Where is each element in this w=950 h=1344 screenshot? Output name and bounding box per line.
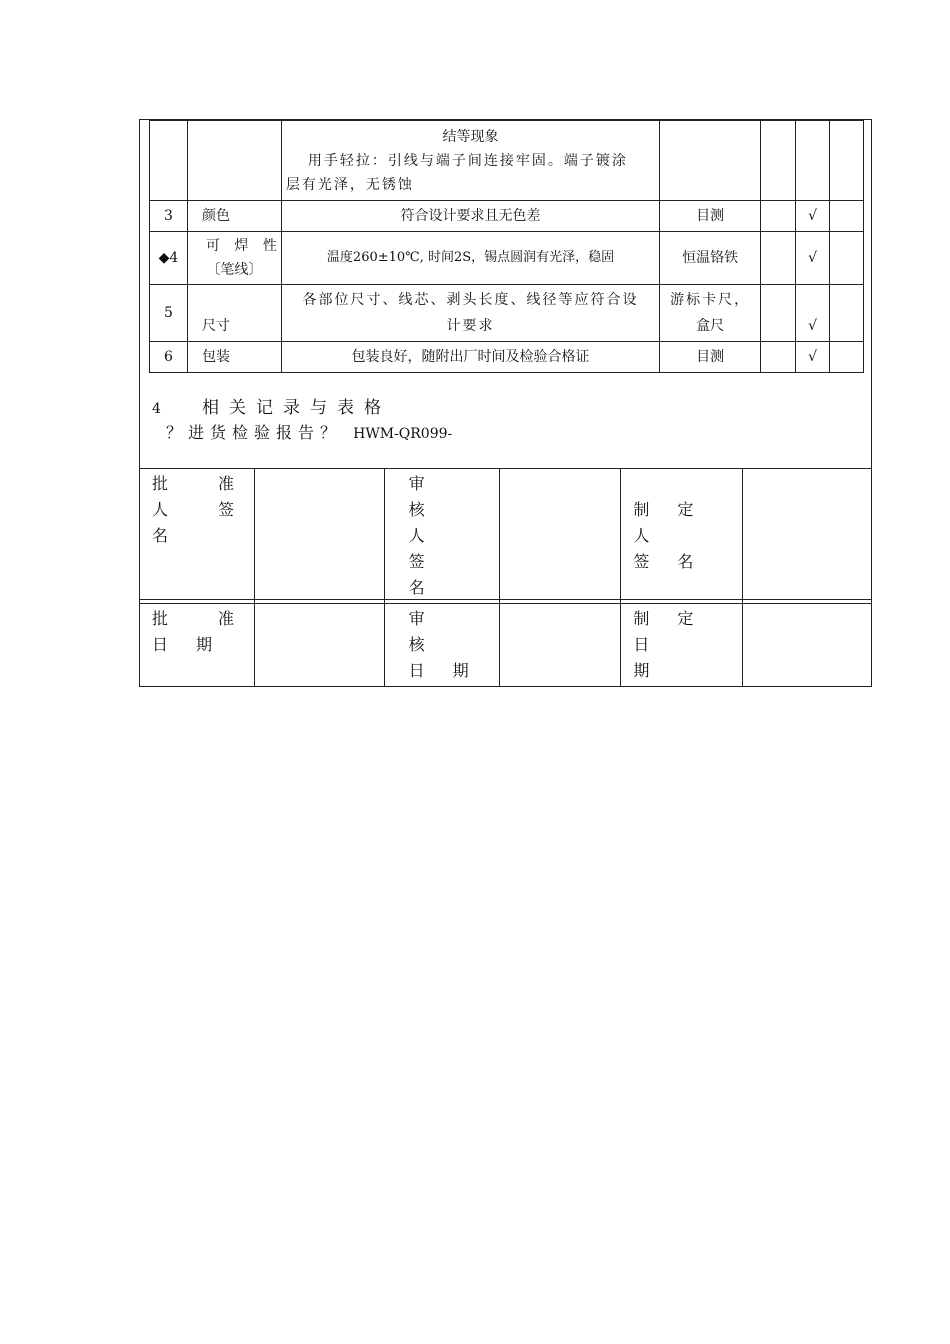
section-title: 相关记录与表格 — [202, 398, 391, 418]
row-number: 6 — [150, 342, 188, 373]
table-row — [140, 604, 872, 687]
section-number: 4 — [152, 401, 161, 417]
row-method: 目测 — [660, 201, 761, 232]
row-check-2: √ — [796, 232, 830, 285]
document-frame — [139, 119, 872, 680]
row-item: 包装 — [187, 342, 281, 373]
review-date-label: 审 核 日 期 — [384, 604, 499, 687]
maker-sign-field[interactable] — [743, 469, 872, 604]
row-check-2: √ — [796, 342, 830, 373]
table-row — [140, 469, 872, 604]
row-requirement: 各部位尺寸、线芯、剥头长度、线径等应符合设 计要求 — [281, 285, 659, 342]
approver-sign-label: 批 准 人 签 名 — [140, 469, 255, 604]
row-requirement: 温度260±10℃, 时间2S，锡点圆润有光泽，稳固 — [281, 232, 659, 285]
review-date-field[interactable] — [499, 604, 621, 687]
approve-date-label: 批 准 日 期 — [140, 604, 255, 687]
approver-sign-field[interactable] — [254, 469, 384, 604]
table-row — [150, 285, 864, 342]
record-name: ？进货检验报告？ — [166, 423, 343, 442]
maker-sign-label: 制 定 人 签 名 — [621, 469, 743, 604]
table-row — [150, 342, 864, 373]
row-check-1 — [761, 201, 796, 232]
row-check-3 — [830, 121, 864, 201]
reviewer-sign-label: 审 核 人 签 名 — [384, 469, 499, 604]
table-row — [150, 201, 864, 232]
make-date-field[interactable] — [743, 604, 872, 687]
row-number: ◆4 — [150, 232, 188, 285]
row-number: 3 — [150, 201, 188, 232]
row-check-1 — [761, 285, 796, 342]
row-check-2 — [796, 121, 830, 201]
section-heading — [152, 393, 391, 418]
row-method — [660, 121, 761, 201]
row-number — [150, 121, 188, 201]
row-check-3 — [830, 285, 864, 342]
row-check-3 — [830, 232, 864, 285]
row-requirement: 结等现象 用手轻拉：引线与端子间连接牢固。端子镀涂 层有光泽，无锈蚀 — [281, 121, 659, 201]
row-check-1 — [761, 342, 796, 373]
approve-date-field[interactable] — [254, 604, 384, 687]
row-check-2: √ — [796, 285, 830, 342]
row-method: 恒温铬铁 — [660, 232, 761, 285]
inspection-table — [149, 120, 864, 373]
table-row — [150, 232, 864, 285]
row-check-2: √ — [796, 201, 830, 232]
row-requirement: 包装良好，随附出厂时间及检验合格证 — [281, 342, 659, 373]
row-check-3 — [830, 201, 864, 232]
row-check-3 — [830, 342, 864, 373]
row-requirement: 符合设计要求且无色差 — [281, 201, 659, 232]
signoff-table — [139, 468, 872, 687]
row-item: 可 焊 性 〔笔线〕 — [187, 232, 281, 285]
table-row — [150, 121, 864, 201]
record-reference — [166, 420, 452, 443]
make-date-label: 制 定 日 期 — [621, 604, 743, 687]
row-item: 尺寸 — [187, 285, 281, 342]
row-check-1 — [761, 232, 796, 285]
row-method: 目测 — [660, 342, 761, 373]
row-number: 5 — [150, 285, 188, 342]
reviewer-sign-field[interactable] — [499, 469, 621, 604]
row-check-1 — [761, 121, 796, 201]
row-item: 颜色 — [187, 201, 281, 232]
record-code: HWM-QR099- — [353, 426, 453, 442]
row-method: 游标卡尺， 盒尺 — [660, 285, 761, 342]
row-item — [187, 121, 281, 201]
